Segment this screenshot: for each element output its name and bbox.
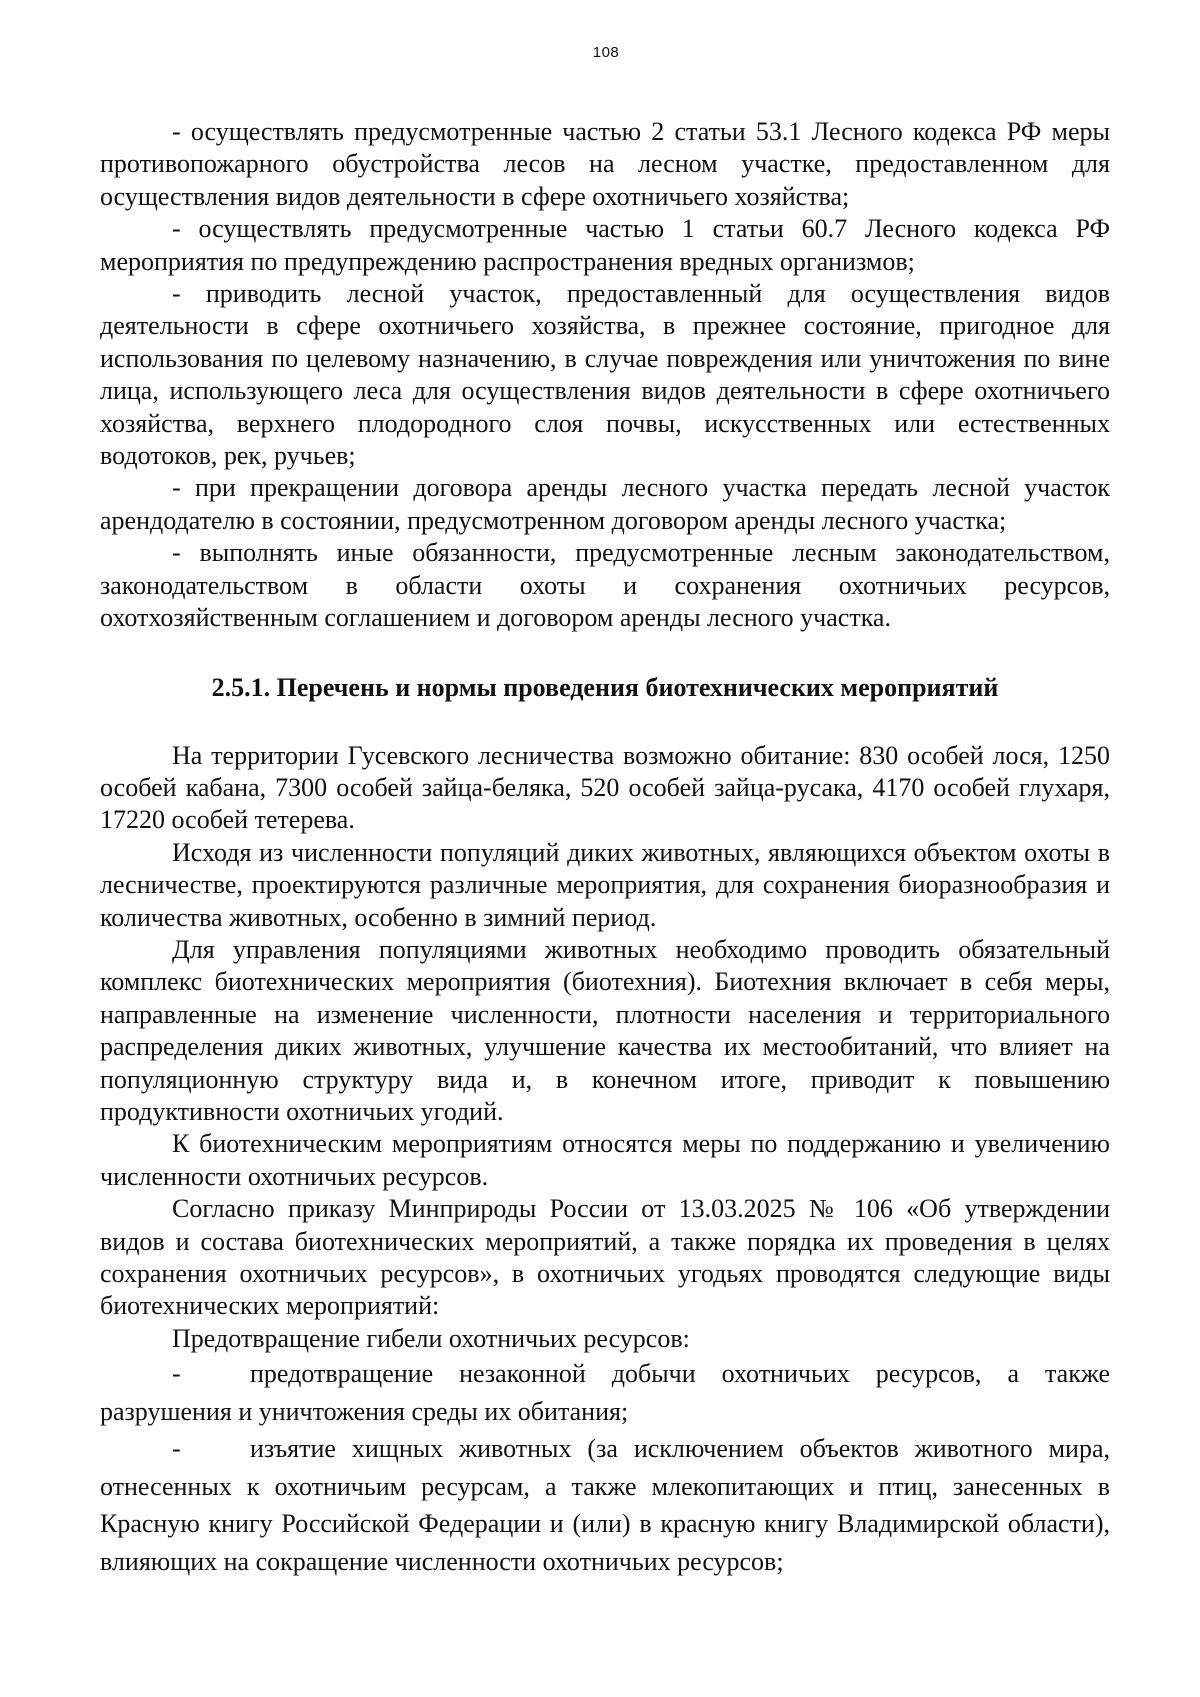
page-number: 108 bbox=[592, 44, 620, 61]
obligation-paragraph: - осуществлять предусмотренные частью 1 статьи 60.7 Лесного кодекса РФ мероприятия по предупреждению распространения вредных организмов; bbox=[100, 214, 1110, 276]
body-paragraph: К биотехническим мероприятиям относятся меры по поддержанию и увеличению численности охотничьих ресурсов. bbox=[100, 1129, 1110, 1191]
list-dash-marker: - bbox=[172, 1434, 181, 1464]
section-heading: 2.5.1. Перечень и нормы проведения биотехнических мероприятий bbox=[211, 672, 999, 702]
list-dash-marker: - bbox=[172, 1359, 181, 1389]
body-paragraph: Для управления популяциями животных необходимо проводить обязательный комплекс биотехнических мероприятия (биотехния). Биотехния включает в себя меры, направленные на изменение численности, плотности населения и территориального распределения диких животных, улучшение качества их местообитаний, что влияет на популяционную структуру вида и, в конечном итоге, приводит к повышению продуктивности охотничьих угодий. bbox=[100, 934, 1110, 1126]
list-item bbox=[100, 1430, 1110, 1580]
body-paragraph: Предотвращение гибели охотничьих ресурсов: bbox=[172, 1323, 690, 1353]
body-paragraph: Согласно приказу Минприроды России от 13.03.2025 № 106 «Об утверждении видов и состава биотехнических мероприятий, а также порядка их проведения в целях сохранения охотничьих ресурсов», в охотничьих угодьях проводятся следующие виды биотехнических мероприятий: bbox=[100, 1194, 1110, 1321]
list-item bbox=[100, 1355, 1110, 1430]
body-paragraph: Исходя из численности популяций диких животных, являющихся объектом охоты в лесничестве, проектируются различные мероприятия, для сохранения биоразнообразия и количества животных, особенно в зимний период. bbox=[100, 837, 1110, 932]
obligation-paragraph: - выполнять иные обязанности, предусмотренные лесным законодательством, законодательством в области охоты и сохранения охотничьих ресурсов, охотхозяйственным соглашением и договором аренды лесного участка. bbox=[100, 538, 1110, 633]
list-item-text: предотвращение незаконной добычи охотничьих ресурсов, а также разрушения и уничтожения среды их обитания; bbox=[100, 1359, 1110, 1426]
body-paragraph: На территории Гусевского лесничества возможно обитание: 830 особей лося, 1250 особей кабана, 7300 особей зайца-беляка, 520 особей зайца-русака, 4170 особей глухаря, 17220 особей тетерева. bbox=[100, 740, 1110, 835]
obligation-paragraph: - при прекращении договора аренды лесного участка передать лесной участок арендодателю в состоянии, предусмотренном договором аренды лесного участка; bbox=[100, 473, 1110, 535]
obligation-paragraph: - приводить лесной участок, предоставленный для осуществления видов деятельности в сфере охотничьего хозяйства, в прежнее состояние, пригодное для использования по целевому назначению, в случае повреждения или уничтожения по вине лица, использующего леса для осуществления видов деятельности в сфере охотничьего хозяйства, верхнего плодородного слоя почвы, искусственных или естественных водотоков, рек, ручьев; bbox=[100, 279, 1110, 471]
list-item-text: изъятие хищных животных (за исключением объектов животного мира, отнесенных к охотничьим ресурсам, а также млекопитающих и птиц, занесенных в Красную книгу Российской Федерации и (или) в красную книгу Владимирской области), влияющих на сокращение численности охотничьих ресурсов; bbox=[100, 1434, 1110, 1576]
obligation-paragraph: - осуществлять предусмотренные частью 2 статьи 53.1 Лесного кодекса РФ меры противопожарного обустройства лесов на лесном участке, предоставленном для осуществления видов деятельности в сфере охотничьего хозяйства; bbox=[100, 117, 1110, 211]
page-body bbox=[100, 116, 1110, 1580]
